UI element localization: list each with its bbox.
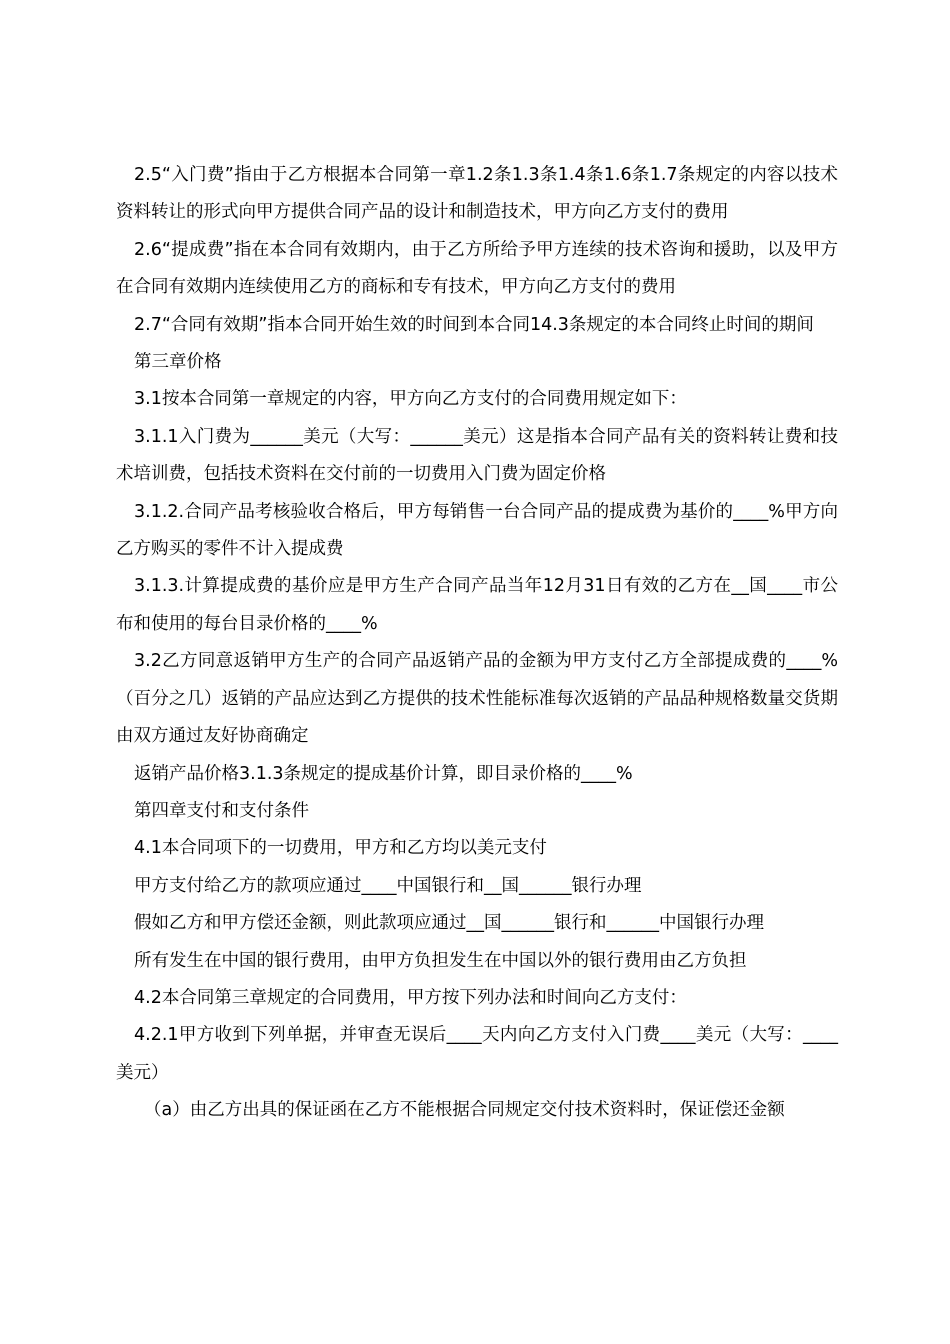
clause-3-2: 3.2乙方同意返销甲方生产的合同产品返销产品的金额为甲方支付乙方全部提成费的____%（百分之几）返销的产品应达到乙方提供的技术性能标准每次返销的产品品种规格数量交货期由双方通过友好协商确定 [116, 651, 838, 747]
repayment-bank-paragraph: 假如乙方和甲方偿还金额，则此款项应通过__国______银行和______中国银行办理 [134, 913, 764, 934]
chapter-4-heading: 第四章支付和支付条件 [134, 800, 309, 821]
bank-fees-paragraph: 所有发生在中国的银行费用，由甲方负担发生在中国以外的银行费用由乙方负担 [134, 950, 747, 971]
clause-2-7: 2.7“合同有效期”指本合同开始生效的时间到本合同14.3条规定的本合同终止时间的期间 [134, 314, 814, 335]
chapter-3-heading: 第三章价格 [134, 352, 222, 373]
clause-3-1-3: 3.1.3.计算提成费的基价应是甲方生产合同产品当年12月31日有效的乙方在__国____市公布和使用的每台目录价格的____% [116, 576, 838, 634]
clause-2-6: 2.6“提成费”指在本合同有效期内，由于乙方所给予甲方连续的技术咨询和援助，以及甲方在合同有效期内连续使用乙方的商标和专有技术，甲方向乙方支付的费用 [116, 239, 838, 298]
buyback-price-paragraph: 返销产品价格3.1.3条规定的提成基价计算，即目录价格的____% [134, 763, 633, 784]
clause-3-1-2: 3.1.2.合同产品考核验收合格后，甲方每销售一台合同产品的提成费为基价的____%甲方向乙方购买的零件不计入提成费 [116, 501, 838, 560]
payment-bank-paragraph: 甲方支付给乙方的款项应通过____中国银行和__国______银行办理 [134, 875, 642, 896]
clause-2-5: 2.5“入门费”指由于乙方根据本合同第一章1.2条1.3条1.4条1.6条1.7条规定的内容以技术资料转让的形式向甲方提供合同产品的设计和制造技术，甲方向乙方支付的费用 [116, 165, 838, 223]
clause-4-2: 4.2本合同第三章规定的合同费用，甲方按下列办法和时间向乙方支付： [134, 987, 687, 1008]
clause-4-1: 4.1本合同项下的一切费用，甲方和乙方均以美元支付 [134, 838, 547, 859]
clause-3-1-1: 3.1.1入门费为______美元（大写：______美元）这是指本合同产品有关的资料转让费和技术培训费，包括技术资料在交付前的一切费用入门费为固定价格 [116, 426, 838, 485]
item-a: （a）由乙方出具的保证函在乙方不能根据合同规定交付技术资料时，保证偿还金额 [144, 1100, 785, 1121]
clause-3-1: 3.1按本合同第一章规定的内容，甲方向乙方支付的合同费用规定如下： [134, 389, 687, 410]
document-body [116, 157, 838, 1130]
clause-4-2-1: 4.2.1甲方收到下列单据，并审查无误后____天内向乙方支付入门费____美元（大写：____美元） [116, 1025, 838, 1083]
